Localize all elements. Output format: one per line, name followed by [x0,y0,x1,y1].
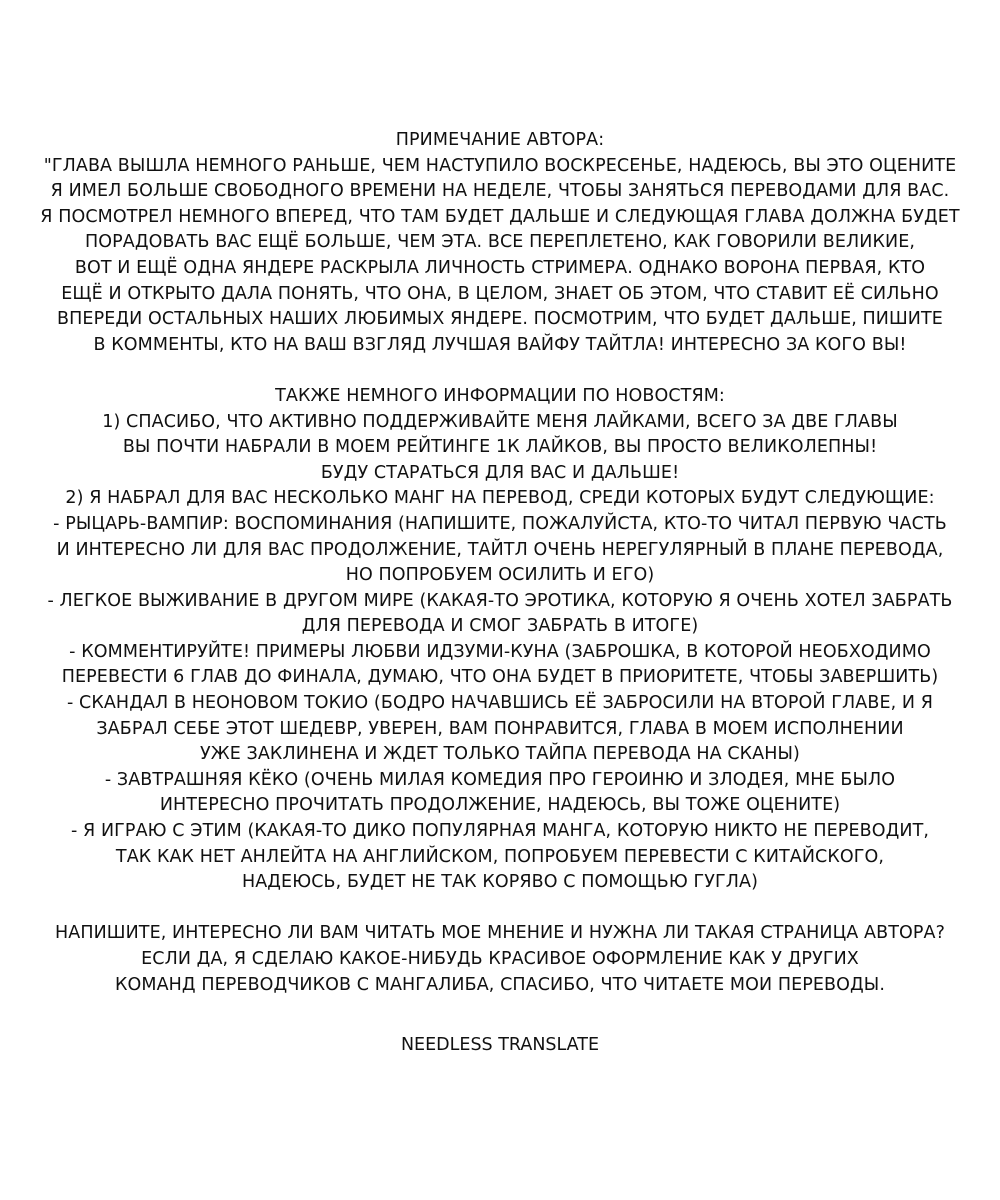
news-line: - КОММЕНТИРУЙТЕ! ПРИМЕРЫ ЛЮБВИ ИДЗУМИ-КУНА (ЗАБРОШКА, В КОТОРОЙ НЕОБХОДИМО [69,641,931,662]
news-line: - ЛЕГКОЕ ВЫЖИВАНИЕ В ДРУГОМ МИРЕ (КАКАЯ-ТО ЭРОТИКА, КОТОРУЮ Я ОЧЕНЬ ХОТЕЛ ЗАБРАТЬ [47,590,953,611]
paragraph-gap [20,358,980,384]
news-line: ЗАБРАЛ СЕБЕ ЭТОТ ШЕДЕВР, УВЕРЕН, ВАМ ПОНРАВИТСЯ, ГЛАВА В МОЕМ ИСПОЛНЕНИИ [96,718,904,739]
note-line: ПОРАДОВАТЬ ВАС ЕЩЁ БОЛЬШЕ, ЧЕМ ЭТА. ВСЕ ПЕРЕПЛЕТЕНО, КАК ГОВОРИЛИ ВЕЛИКИЕ, [84,232,916,253]
news-line: ИНТЕРЕСНО ПРОЧИТАТЬ ПРОДОЛЖЕНИЕ, НАДЕЮСЬ, ВЫ ТОЖЕ ОЦЕНИТЕ) [159,795,841,816]
note-line: ВОТ И ЕЩЁ ОДНА ЯНДЕРЕ РАСКРЫЛА ЛИЧНОСТЬ СТРИМЕРА. ОДНАКО ВОРОНА ПЕРВАЯ, КТО [74,257,926,278]
news-line: ВЫ ПОЧТИ НАБРАЛИ В МОЕМ РЕЙТИНГЕ 1К ЛАЙКОВ, ВЫ ПРОСТО ВЕЛИКОЛЕПНЫ! [122,437,878,458]
news-line: ТАК КАК НЕТ АНЛЕЙТА НА АНГЛИЙСКОМ, ПОПРОБУЕМ ПЕРЕВЕСТИ С КИТАЙСКОГО, [115,846,885,867]
news-line: НО ПОПРОБУЕМ ОСИЛИТЬ И ЕГО) [345,565,655,586]
news-line: ПЕРЕВЕСТИ 6 ГЛАВ ДО ФИНАЛА, ДУМАЮ, ЧТО ОНА БУДЕТ В ПРИОРИТЕТЕ, ЧТОБЫ ЗАВЕРШИТЬ) [61,667,939,688]
note-line: ВПЕРЕДИ ОСТАЛЬНЫХ НАШИХ ЛЮБИМЫХ ЯНДЕРЕ. ПОСМОТРИМ, ЧТО БУДЕТ ДАЛЬШЕ, ПИШИТЕ [57,309,943,330]
closing-line: КОМАНД ПЕРЕВОДЧИКОВ С МАНГАЛИБА, СПАСИБО, ЧТО ЧИТАЕТЕ МОИ ПЕРЕВОДЫ. [114,974,886,995]
paragraph-gap [20,896,980,922]
news-line: - РЫЦАРЬ-ВАМПИР: ВОСПОМИНАНИЯ (НАПИШИТЕ, ПОЖАЛУЙСТА, КТО-ТО ЧИТАЛ ПЕРВУЮ ЧАСТЬ [53,513,947,534]
news-line: 2) Я НАБРАЛ ДЛЯ ВАС НЕСКОЛЬКО МАНГ НА ПЕРЕВОД, СРЕДИ КОТОРЫХ БУДУТ СЛЕДУЮЩИЕ: [65,488,935,509]
news-heading: ТАКЖЕ НЕМНОГО ИНФОРМАЦИИ ПО НОВОСТЯМ: [275,385,725,406]
note-line: В КОММЕНТЫ, КТО НА ВАШ ВЗГЛЯД ЛУЧШАЯ ВАЙФУ ТАЙТЛА! ИНТЕРЕСНО ЗА КОГО ВЫ! [93,334,907,355]
news-line: УЖЕ ЗАКЛИНЕНА И ЖДЕТ ТОЛЬКО ТАЙПА ПЕРЕВОДА НА СКАНЫ) [200,744,800,765]
news-line: 1) СПАСИБО, ЧТО АКТИВНО ПОДДЕРЖИВАЙТЕ МЕНЯ ЛАЙКАМИ, ВСЕГО ЗА ДВЕ ГЛАВЫ [102,411,898,432]
note-heading: ПРИМЕЧАНИЕ АВТОРА: [395,130,605,150]
closing-line: ЕСЛИ ДА, Я СДЕЛАЮ КАКОЕ-НИБУДЬ КРАСИВОЕ ОФОРМЛЕНИЕ КАК У ДРУГИХ [141,949,859,969]
news-line: ДЛЯ ПЕРЕВОДА И СМОГ ЗАБРАТЬ В ИТОГЕ) [301,616,699,637]
news-line: - Я ИГРАЮ С ЭТИМ (КАКАЯ-ТО ДИКО ПОПУЛЯРНАЯ МАНГА, КОТОРУЮ НИКТО НЕ ПЕРЕВОДИТ, [70,821,930,842]
news-line: - ЗАВТРАШНЯЯ КЁКО (ОЧЕНЬ МИЛАЯ КОМЕДИЯ ПРО ГЕРОИНЮ И ЗЛОДЕЯ, МНЕ БЫЛО [104,769,896,790]
news-line: - СКАНДАЛ В НЕОНОВОМ ТОКИО (БОДРО НАЧАВШИСЬ ЕЁ ЗАБРОСИЛИ НА ВТОРОЙ ГЛАВЕ, И Я [66,693,934,714]
note-line: ЕЩЁ И ОТКРЫТО ДАЛА ПОНЯТЬ, ЧТО ОНА, В ЦЕЛОМ, ЗНАЕТ ОБ ЭТОМ, ЧТО СТАВИТ ЕЁ СИЛЬНО [61,283,939,304]
note-line: Я ПОСМОТРЕЛ НЕМНОГО ВПЕРЕД, ЧТО ТАМ БУДЕТ ДАЛЬШЕ И СЛЕДУЮЩАЯ ГЛАВА ДОЛЖНА БУДЕТ [40,206,960,227]
note-line: Я ИМЕЛ БОЛЬШЕ СВОБОДНОГО ВРЕМЕНИ НА НЕДЕЛЕ, ЧТОБЫ ЗАНЯТЬСЯ ПЕРЕВОДАМИ ДЛЯ ВАС. [50,181,950,202]
news-line: И ИНТЕРЕСНО ЛИ ДЛЯ ВАС ПРОДОЛЖЕНИЕ, ТАЙТЛ ОЧЕНЬ НЕРЕГУЛЯРНЫЙ В ПЛАНЕ ПЕРЕВОДА, [56,539,944,560]
author-note [20,128,980,998]
closing-line: НАПИШИТЕ, ИНТЕРЕСНО ЛИ ВАМ ЧИТАТЬ МОЕ МНЕНИЕ И НУЖНА ЛИ ТАКАЯ СТРАНИЦА АВТОРА? [55,923,945,944]
note-line: "ГЛАВА ВЫШЛА НЕМНОГО РАНЬШЕ, ЧЕМ НАСТУПИЛО ВОСКРЕСЕНЬЕ, НАДЕЮСЬ, ВЫ ЭТО ОЦЕНИТЕ [43,155,957,176]
news-line: НАДЕЮСЬ, БУДЕТ НЕ ТАК КОРЯВO С ПОМОЩЬЮ ГУГЛА) [241,872,759,893]
news-line: БУДУ СТАРАТЬСЯ ДЛЯ ВАС И ДАЛЬШЕ! [320,462,680,483]
signature: NEEDLESS TRANSLATE [400,1035,600,1055]
